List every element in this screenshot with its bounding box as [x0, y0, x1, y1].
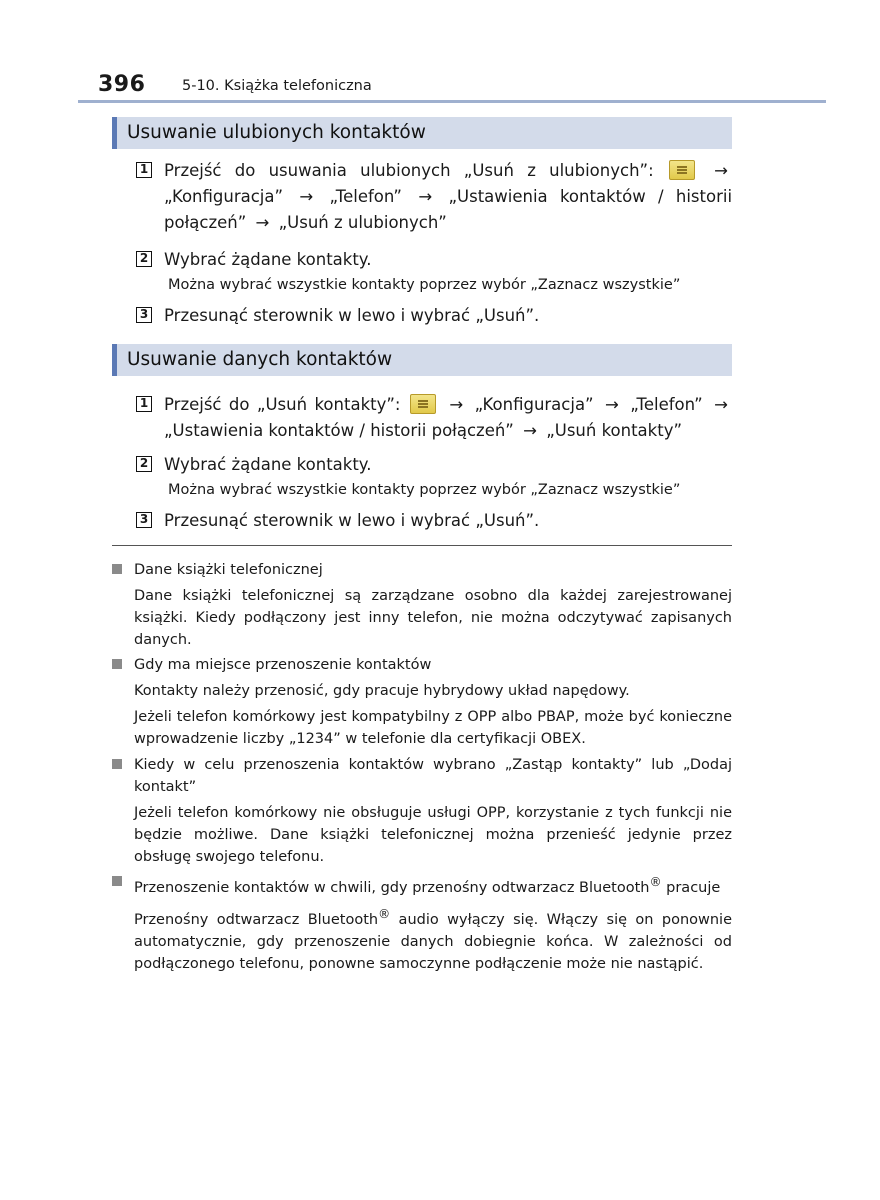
info-body: Przenośny odtwarzacz Bluetooth® audio wyłączy się. Włączy się on ponownie automatycznie, gdy przenoszenie danych dobiegnie końca. W zależności od podłączonego telefonu, ponowne samoczynne podłączenie może nie nastąpić. — [134, 906, 733, 972]
step-3 — [136, 508, 732, 534]
step-number: 3 — [136, 307, 152, 323]
step-3 — [136, 303, 732, 329]
square-bullet-icon — [112, 564, 122, 574]
section-divider — [112, 545, 732, 546]
step-text: Przesunąć sterownik w lewo i wybrać „Usuń”. — [164, 511, 540, 530]
info-heading: Gdy ma miejsce przenoszenie kontaktów — [112, 654, 732, 676]
menu-button-icon — [669, 160, 695, 180]
arrow-icon: → — [255, 213, 270, 232]
section-heading-favorites — [112, 117, 732, 149]
step-number: 1 — [136, 162, 152, 178]
step-note: Można wybrać wszystkie kontakty poprzez wybór „Zaznacz wszystkie” — [168, 482, 681, 498]
info-heading: Przenoszenie kontaktów w chwili, gdy przenośny odtwarzacz Bluetooth® pracuje — [112, 871, 732, 899]
page-header — [98, 72, 828, 102]
arrow-icon: → — [605, 395, 619, 414]
step-number: 3 — [136, 512, 152, 528]
info-block-bluetooth — [112, 871, 732, 979]
arrow-icon: → — [523, 421, 537, 440]
info-heading: Dane książki telefonicznej — [112, 559, 732, 581]
step-1 — [136, 158, 732, 236]
step-text: Przesunąć sterownik w lewo i wybrać „Usuń”. — [164, 306, 540, 325]
square-bullet-icon — [112, 876, 122, 886]
arrow-icon: → — [714, 395, 728, 414]
step-text: Wybrać żądane kontakty. — [164, 250, 372, 269]
arrow-icon: → — [714, 161, 728, 180]
info-body: Kontakty należy przenosić, gdy pracuje hybrydowy układ napędowy. Jeżeli telefon komórkowy jest kompatybilny z OPP albo PBAP, może być konieczne wprowadzenie liczby „1234” w telefonie dla certyfikacji OBEX. — [134, 683, 732, 747]
page-number: 396 — [98, 72, 146, 97]
step-1 — [136, 392, 732, 444]
square-bullet-icon — [112, 659, 122, 669]
step-number: 2 — [136, 456, 152, 472]
arrow-icon: → — [299, 187, 314, 206]
arrow-icon: → — [418, 187, 433, 206]
info-block-phonebook-data — [112, 559, 732, 655]
square-bullet-icon — [112, 759, 122, 769]
step-number: 1 — [136, 396, 152, 412]
menu-button-icon — [410, 394, 436, 414]
step-2 — [136, 247, 732, 273]
step-number: 2 — [136, 251, 152, 267]
step-2 — [136, 452, 732, 478]
info-block-transfer — [112, 654, 732, 754]
header-rule — [78, 100, 826, 103]
step-text: Przejść do „Usuń kontakty”: → „Konfiguracja” → „Telefon” → „Ustawienia kontaktów / historii połączeń” → „Usuń kontakty” — [164, 395, 728, 440]
step-note: Można wybrać wszystkie kontakty poprzez wybór „Zaznacz wszystkie” — [168, 277, 681, 293]
section-title: Usuwanie danych kontaktów — [127, 349, 393, 370]
step-text: Przejść do usuwania ulubionych „Usuń z ulubionych”: → „Konfiguracja” → „Telefon” → „Ustawienia kontaktów / historii połączeń” → „Usuń z ulubionych” — [164, 161, 733, 232]
info-heading: Kiedy w celu przenoszenia kontaktów wybrano „Zastąp kontakty” lub „Dodaj kontakt” — [112, 754, 732, 798]
info-block-replace-add — [112, 754, 732, 872]
info-body: Dane książki telefonicznej są zarządzane osobno dla każdej zarejestrowanej książki. Kiedy podłączony jest inny telefon, nie można odczytywać zapisanych danych. — [134, 588, 732, 648]
chapter-title: 5-10. Książka telefoniczna — [182, 78, 372, 94]
section-heading-contacts — [112, 344, 732, 376]
arrow-icon: → — [449, 395, 464, 414]
step-text: Wybrać żądane kontakty. — [164, 455, 372, 474]
section-title: Usuwanie ulubionych kontaktów — [127, 122, 426, 143]
info-body: Jeżeli telefon komórkowy nie obsługuje usługi OPP, korzystanie z tych funkcji nie będzie możliwe. Dane książki telefonicznej można przenieść jedynie przez obsługę swojego telefonu. — [134, 805, 732, 865]
